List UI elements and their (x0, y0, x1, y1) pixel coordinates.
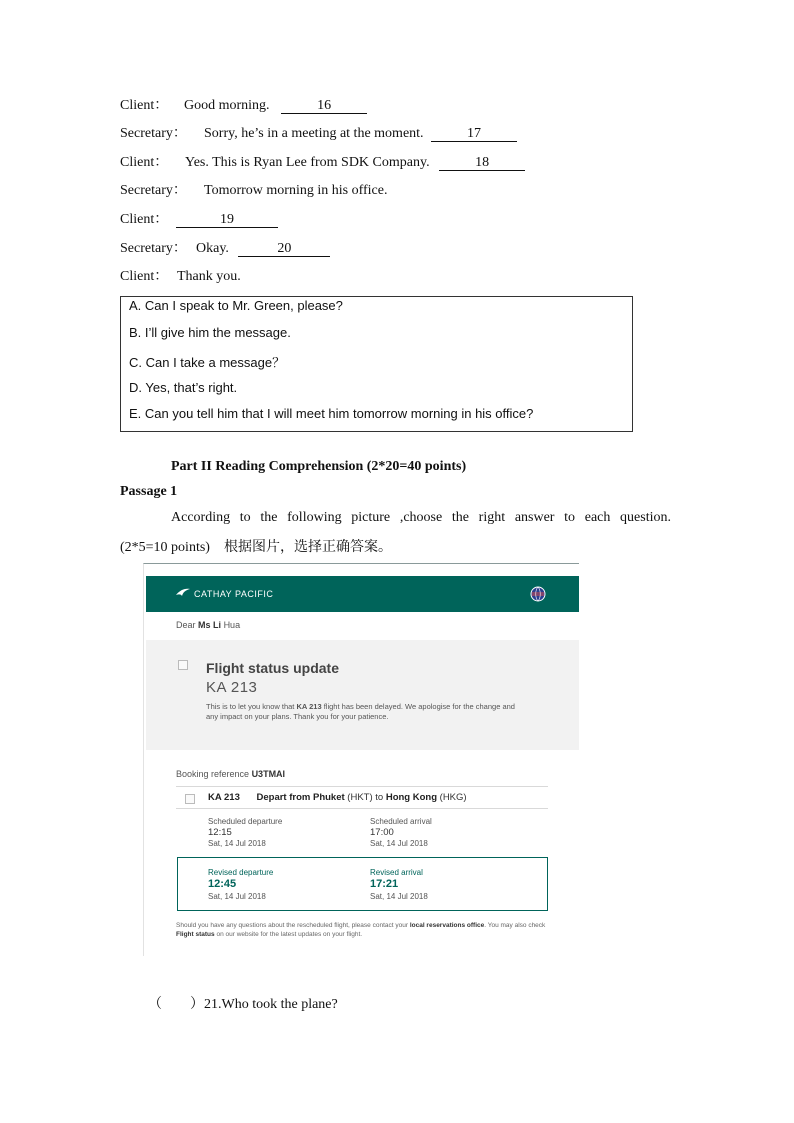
dialogue-line-6 (120, 240, 330, 258)
dialogue-line-1 (120, 97, 367, 115)
flight-route (208, 792, 467, 803)
dialogue-text: Tomorrow morning in his office. (204, 183, 388, 198)
question-21 (148, 993, 338, 1013)
instruction-line-2: (2*5=10 points) 根据图片，选择正确答案。 (120, 540, 392, 555)
option-c: C. Can I take a message？ (129, 355, 286, 370)
passage-title: Passage 1 (120, 484, 178, 499)
footnote-mid: . You may also check (484, 922, 546, 929)
scheduled-departure-time: 12:15 (208, 827, 232, 838)
airline-image-icon (185, 794, 195, 804)
scheduled-arrival-time: 17:00 (370, 827, 394, 838)
speaker: Secretary： (120, 183, 187, 198)
speaker: Client： (120, 155, 169, 170)
footnote (176, 922, 556, 939)
dialogue-text: Sorry, he’s in a meeting at the moment. (204, 126, 424, 141)
answer-blank: 18 (439, 155, 525, 171)
option-e: E. Can you tell him that I will meet him tomorrow morning in his office? (129, 406, 534, 421)
brushwing-logo-icon (176, 588, 190, 598)
route-flight: KA 213 (208, 792, 240, 803)
dialogue-line-4 (120, 182, 387, 200)
dialogue-line-3 (120, 154, 525, 172)
route-to: Hong Kong (385, 792, 438, 803)
dialogue-line-2 (120, 125, 517, 143)
speaker: Client： (120, 269, 169, 284)
reservations-office-link[interactable]: local reservations office (409, 922, 485, 929)
booking-code: U3TMAI (251, 769, 286, 779)
status-message (206, 702, 526, 721)
revised-departure-label: Revised departure (208, 868, 274, 877)
scheduled-departure-label: Scheduled departure (208, 817, 283, 826)
greeting (176, 620, 240, 630)
divider (176, 808, 548, 809)
scheduled-arrival-label: Scheduled arrival (370, 817, 432, 826)
globe-icon[interactable] (530, 586, 546, 602)
revised-arrival-date: Sat, 14 Jul 2018 (370, 892, 428, 901)
message-flight: KA 213 (296, 702, 322, 711)
answer-blank: 19 (176, 212, 278, 228)
divider (176, 786, 548, 787)
option-b: B. I’ll give him the message. (129, 325, 291, 340)
revised-arrival-time: 17:21 (370, 878, 399, 890)
greeting-suffix: Hua (223, 620, 241, 630)
route-from-code: (HKT) to (347, 792, 384, 803)
speaker: Secretary： (120, 126, 187, 141)
revised-arrival-label: Revised arrival (370, 868, 423, 877)
options-box (120, 296, 633, 432)
speaker: Client： (120, 98, 169, 113)
answer-blank: 20 (238, 241, 330, 257)
question-text: 21.Who took the plane? (204, 997, 338, 1012)
option-a: A. Can I speak to Mr. Green, please? (129, 298, 343, 313)
scheduled-departure-date: Sat, 14 Jul 2018 (208, 839, 266, 848)
status-flight-number: KA 213 (206, 679, 258, 696)
booking-reference (176, 769, 285, 779)
broken-image-icon (178, 660, 188, 670)
booking-label: Booking reference (176, 769, 250, 779)
instruction-line-1: According to the following picture ,choose the right answer to each question. (171, 510, 671, 525)
dialogue-text: Yes. This is Ryan Lee from SDK Company. (185, 155, 430, 170)
speaker: Client： (120, 212, 169, 227)
status-title: Flight status update (206, 660, 339, 676)
revised-departure-date: Sat, 14 Jul 2018 (208, 892, 266, 901)
greeting-prefix: Dear (176, 620, 196, 630)
dialogue-text: Good morning. (184, 98, 270, 113)
flight-status-link[interactable]: Flight status (176, 930, 215, 938)
part2-heading: Part II Reading Comprehension (2*20=40 points) (171, 459, 467, 474)
dialogue-text: Thank you. (177, 269, 241, 284)
answer-blank: 17 (431, 126, 517, 142)
route-to-code: (HKG) (439, 792, 467, 803)
footnote-post: on our website for the latest updates on your flight. (216, 930, 363, 938)
speaker: Secretary： (120, 241, 187, 256)
answer-bracket[interactable]: （ ） (148, 997, 204, 1012)
dialogue-text: Okay. (196, 241, 229, 256)
revised-departure-time: 12:45 (208, 878, 237, 890)
greeting-name: Ms Li (198, 620, 222, 630)
route-depart: Depart from Phuket (256, 792, 345, 803)
scheduled-arrival-date: Sat, 14 Jul 2018 (370, 839, 428, 848)
answer-blank: 16 (281, 98, 367, 114)
flight-email-picture (143, 563, 579, 956)
footnote-pre: Should you have any questions about the rescheduled flight, please contact your (176, 922, 408, 929)
message-post: flight has been delayed. We apologise for the change and any impact on your plans. Thank you for your patience. (206, 702, 515, 721)
dialogue-line-7 (120, 268, 241, 286)
dialogue-line-5 (120, 211, 278, 229)
brand-name: CATHAY PACIFIC (194, 589, 274, 599)
option-d: D. Yes, that’s right. (129, 380, 238, 395)
message-pre: This is to let you know that (206, 702, 295, 711)
